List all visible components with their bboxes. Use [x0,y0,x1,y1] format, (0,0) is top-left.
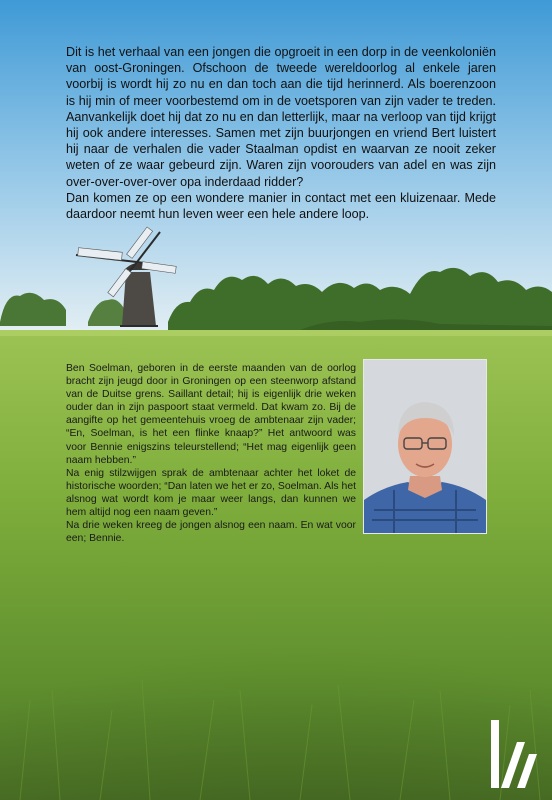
bio-paragraph: Ben Soelman, geboren in de eerste maanden van de oorlog bracht zijn jeugd door in Groningen op een steenworp afstand van de Duitse grens. Saillant detail; hij is eigenlijk drie weken ouder dan in zijn paspoort staat vermeld. Dat kwam zo. Bij de aangifte op het gemeentehuis vroeg de ambtenaar zijn vader; “En, Soelman, is het een flinke knaap?” Het antwoord was voor Bennie enigszins teleurstellend; “Het mag eigenlijk geen naam hebben.” [66,363,356,466]
author-biography [66,362,356,545]
back-cover-blurb [66,44,496,222]
author-photo [363,359,487,534]
blurb-paragraph: Dan komen ze op een wondere manier in contact met een kluizenaar. Mede daardoor neemt hun leven weer een hele andere loop. [66,190,496,222]
publisher-logo-icon [489,720,539,788]
bio-paragraph: Na enig stilzwijgen sprak de ambtenaar achter het loket de historische woorden; “Dan laten we het er zo, Soelman. Als het alsnog wat wordt kom je maar weer langs, dan kunnen we hem altijd nog een naam geven.” [66,467,356,519]
bio-paragraph: Na drie weken kreeg de jongen alsnog een naam. En wat voor een; Bennie. [66,520,356,545]
blurb-paragraph: Dit is het verhaal van een jongen die opgroeit in een dorp in de veenkoloniën van oost-Groningen. Ofschoon de tweede wereldoorlog al enkele jaren voorbij is wordt hij zo nu en dan toch aan die tijd herinnerd. Als boerenzoon is hij min of meer voorbestemd om in de voetsporen van zijn vader te treden. Aanvankelijk doet hij dat zo nu en dan letterlijk, maar na verloop van tijd krijgt hij ook andere interesses. Samen met zijn buurjongen en vriend Bert luistert hij naar de verhalen die vader Staalman opdist en waarvan ze nooit zeker weten of ze waar gebeurd zijn. Waren zijn voorouders van adel en was zijn over-over-over-over opa inderdaad ridder? [66,45,496,189]
